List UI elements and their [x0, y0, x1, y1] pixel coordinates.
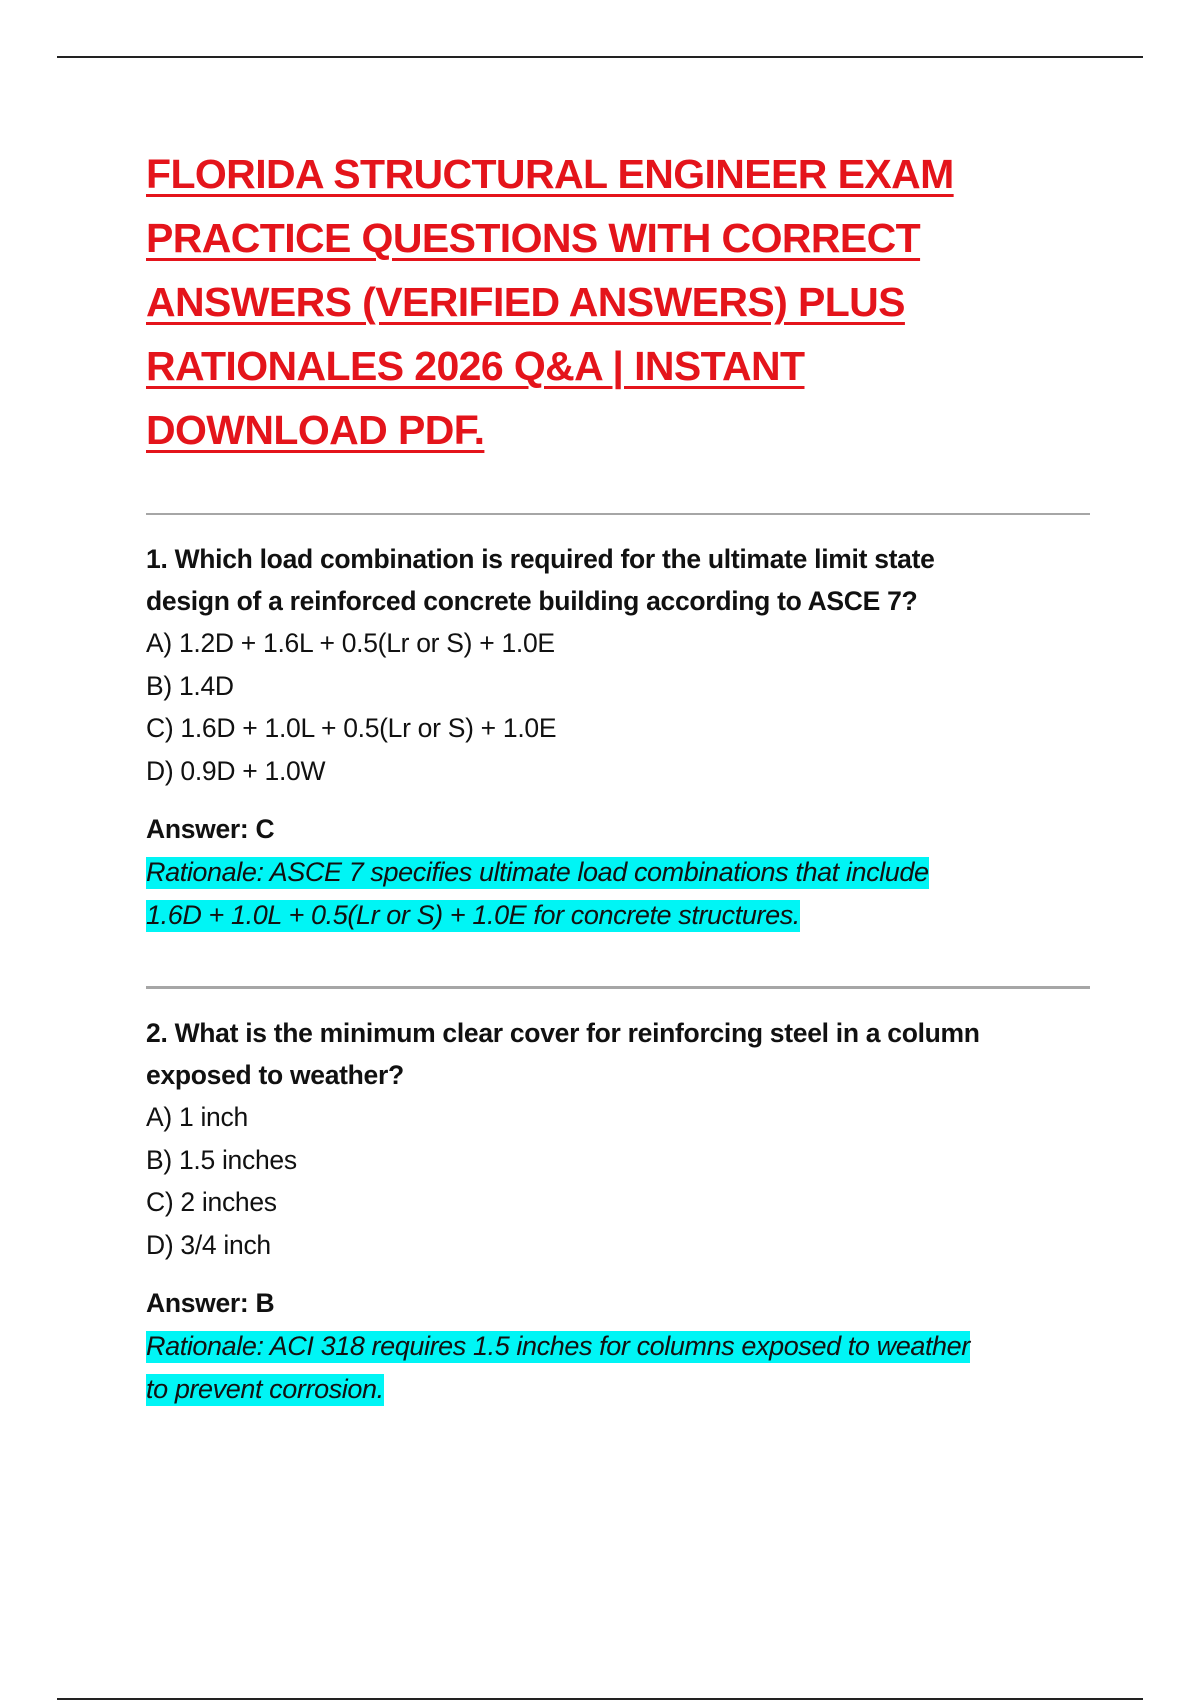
- question-1-option-d: D) 0.9D + 1.0W: [146, 755, 326, 786]
- question-1-option-a: A) 1.2D + 1.6L + 0.5(Lr or S) + 1.0E: [146, 628, 555, 658]
- title-line-3: ANSWERS (VERIFIED ANSWERS) PLUS: [146, 279, 905, 325]
- question-1-option-b: B) 1.4D: [146, 670, 234, 701]
- question-2-option-d: D) 3/4 inch: [146, 1229, 271, 1260]
- question-1-option-c: C) 1.6D + 1.0L + 0.5(Lr or S) + 1.0E: [146, 713, 557, 743]
- question-1-rationale: Rationale: ASCE 7 specifies ultimate load combinations that include 1.6D + 1.0L + 0.5(Lr or S) + 1.0E for concrete structures.: [146, 857, 929, 930]
- question-2-option-c: C) 2 inches: [146, 1187, 277, 1217]
- question-2-option-b: B) 1.5 inches: [146, 1144, 297, 1175]
- title-line-1: FLORIDA STRUCTURAL ENGINEER EXAM: [146, 151, 954, 197]
- document-title: [146, 142, 1106, 462]
- question-2-answer: Answer: B: [146, 1288, 275, 1318]
- question-1-text: 1. Which load combination is required for the ultimate limit state design of a reinforced concrete building according to ASCE 7?: [146, 544, 935, 616]
- question-1: [146, 538, 1106, 937]
- title-line-5: DOWNLOAD PDF.: [146, 407, 485, 453]
- section-separator-1: [146, 513, 1090, 515]
- page-top-rule: [57, 56, 1143, 58]
- question-2: [146, 1012, 1106, 1411]
- question-1-answer: Answer: C: [146, 814, 275, 844]
- question-2-text: 2. What is the minimum clear cover for reinforcing steel in a column exposed to weather?: [146, 1018, 980, 1090]
- question-2-rationale: Rationale: ACI 318 requires 1.5 inches for columns exposed to weather to prevent corrosion.: [146, 1331, 970, 1404]
- title-line-4: RATIONALES 2026 Q&A | INSTANT: [146, 343, 805, 389]
- title-line-2: PRACTICE QUESTIONS WITH CORRECT: [146, 215, 921, 261]
- question-2-option-a: A) 1 inch: [146, 1102, 248, 1132]
- section-separator-2: [146, 986, 1090, 989]
